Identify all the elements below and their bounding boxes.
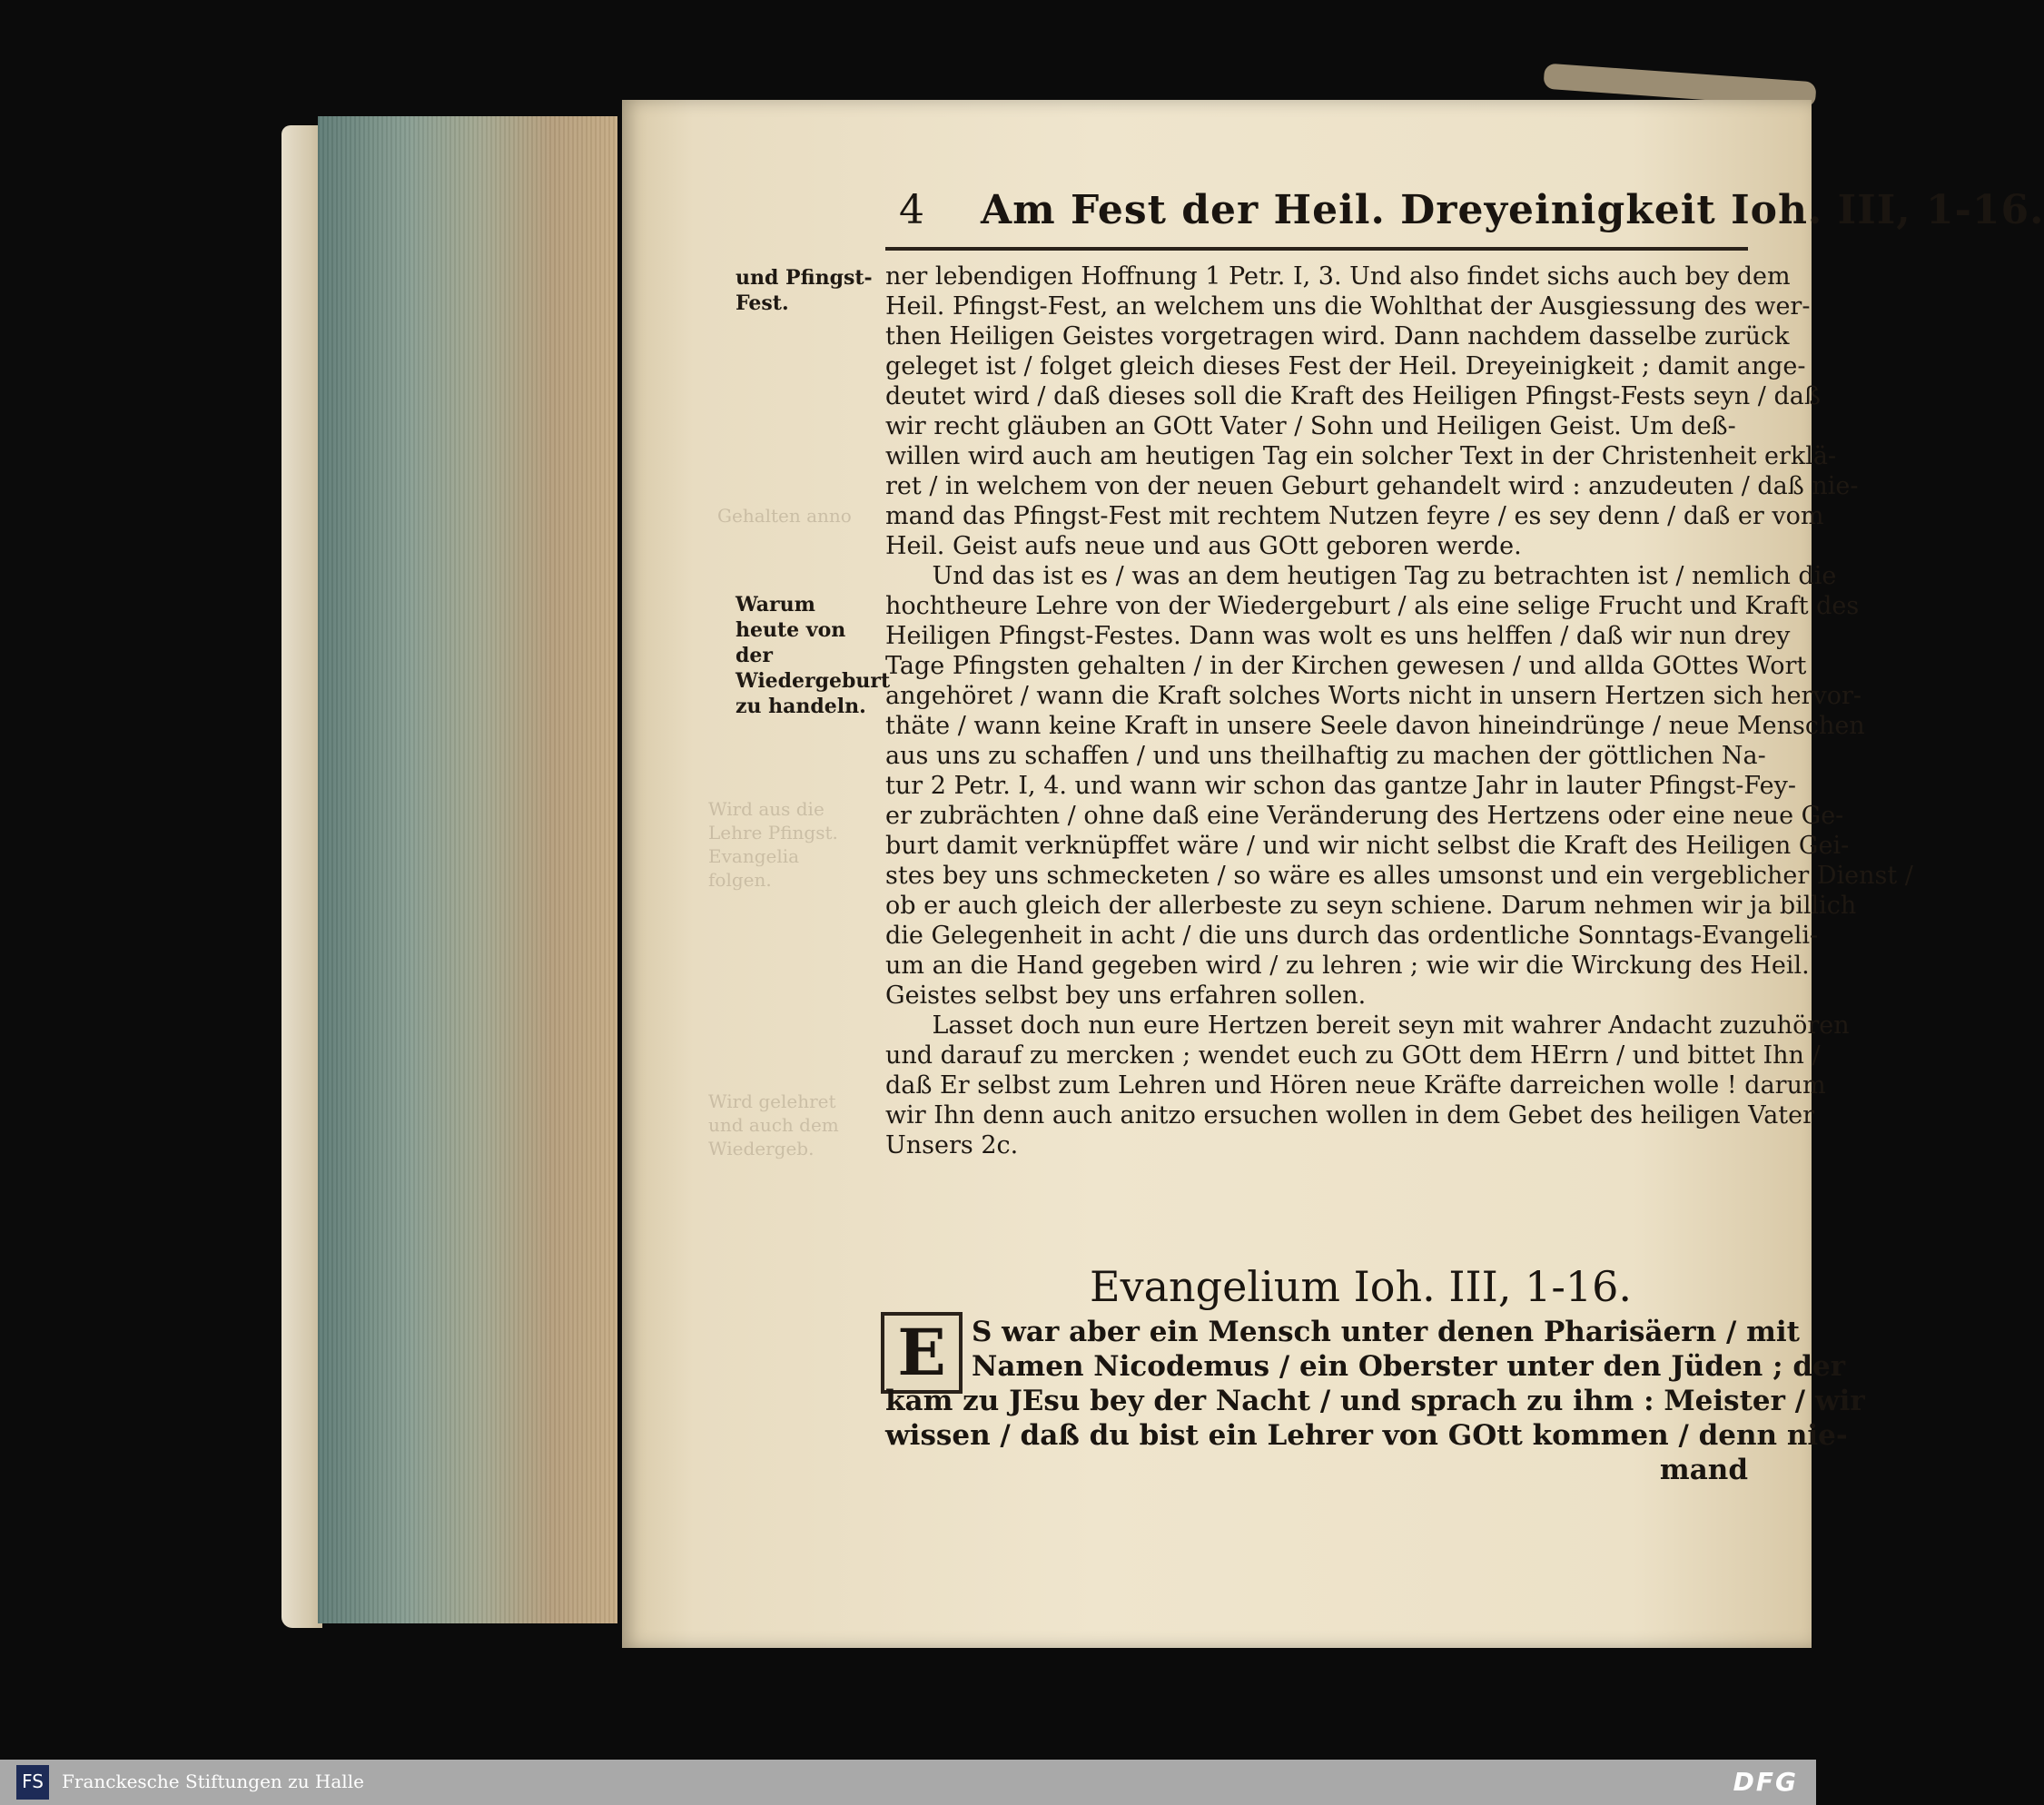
text-line: Tage Pfingsten gehalten / in der Kirchen gewesen / und allda GOttes Wort [885, 652, 1807, 680]
gospel-line: Namen Nicodemus / ein Oberster unter den Jüden ; der [972, 1350, 1846, 1383]
institution-name[interactable]: Franckesche Stiftungen zu Halle [62, 1770, 364, 1792]
text-line: thäte / wann keine Kraft in unsere Seele davon hineindrünge / neue Menschen [885, 712, 1865, 740]
institution-logo-icon[interactable]: FS [16, 1765, 49, 1800]
text-line: burt damit verknüpffet wäre / und wir nicht selbst die Kraft des Heiligen Gei- [885, 832, 1850, 860]
drop-cap-initial: E [881, 1312, 963, 1394]
running-title: Am Fest der Heil. Dreyeinigkeit Ioh. III, 1-16. [981, 187, 2044, 233]
text-line: ret / in welchem von der neuen Geburt gehandelt wird : anzudeuten / daß nie- [885, 472, 1859, 500]
text-line: Geistes selbst bey uns erfahren sollen. [885, 981, 1367, 1010]
text-line: mand das Pfingst-Fest mit rechtem Nutzen feyre / es sey denn / daß er vom [885, 502, 1824, 530]
body-text [885, 261, 1913, 1160]
page-header [899, 187, 2044, 242]
text-line: Heil. Geist aufs neue und aus GOtt geboren werde. [885, 532, 1522, 560]
text-line: die Gelegenheit in acht / die uns durch das ordentliche Sonntags-Evangeli- [885, 922, 1819, 950]
text-line: und darauf zu mercken ; wendet euch zu GOtt dem HErrn / und bittet Ihn / [885, 1041, 1821, 1070]
text-line: er zubrächten / ohne daß eine Veränderung des Hertzens oder eine neue Ge- [885, 802, 1844, 830]
text-line: um an die Hand gegeben wird / zu lehren ; wie wir die Wirckung des Heil. [885, 952, 1810, 980]
text-line: Unsers 2c. [885, 1131, 1019, 1159]
margin-note-wiedergeburt: Warum heute von der Wiedergeburt zu handeln. [736, 593, 891, 718]
gospel-line: kam zu JEsu bey der Nacht / und sprach zu ihm : Meister / wir [885, 1385, 1865, 1417]
text-line: geleget ist / folget gleich dieses Fest der Heil. Dreyeinigkeit ; damit ange- [885, 352, 1806, 380]
text-line: wir Ihn denn auch anitzo ersuchen wollen in dem Gebet des heiligen Vater [885, 1101, 1815, 1129]
text-line: wir recht gläuben an GOtt Vater / Sohn und Heiligen Geist. Um deß- [885, 412, 1736, 440]
text-line: ner lebendigen Hoffnung 1 Petr. I, 3. Und also findet sichs auch bey dem [885, 262, 1791, 291]
gospel-text [885, 1315, 1865, 1487]
dfg-logo[interactable]: DFG [1733, 1767, 1798, 1797]
text-line: then Heiligen Geistes vorgetragen wird. Dann nachdem dasselbe zurück [885, 322, 1790, 350]
text-line: Heiligen Pfingst-Festes. Dann was wolt es uns helffen / daß wir nun drey [885, 622, 1791, 650]
text-line: tur 2 Petr. I, 4. und wann wir schon das gantze Jahr in lauter Pfingst-Fey- [885, 772, 1796, 800]
bleed-through-note-3: Wird gelehret und auch dem Wiedergeb. [708, 1090, 839, 1159]
text-line: deutet wird / daß dieses soll die Kraft des Heiligen Pfingst-Fests seyn / daß [885, 382, 1821, 410]
text-line: aus uns zu schaffen / und uns theilhaftig zu machen der göttlichen Na- [885, 742, 1766, 770]
text-line: Und das ist es / was an dem heutigen Tag zu betrachten ist / nemlich die [885, 562, 1837, 590]
margin-note-pfingst: und Pfingst-Fest. [736, 266, 873, 315]
header-rule [885, 247, 1748, 251]
catchword: mand [1659, 1454, 1748, 1486]
book-fore-edge [318, 116, 617, 1623]
text-line: Lasset doch nun eure Hertzen bereit seyn mit wahrer Andacht zuzuhören [885, 1011, 1850, 1040]
text-line: stes bey uns schmecketen / so wäre es alles umsonst und ein vergeblicher Dienst / [885, 862, 1913, 890]
page-number: 4 [899, 187, 924, 233]
gospel-line: S war aber ein Mensch unter denen Pharisäern / mit [972, 1316, 1800, 1348]
text-line: hochtheure Lehre von der Wiedergeburt / als eine selige Frucht und Kraft des [885, 592, 1860, 620]
gospel-line: wissen / daß du bist ein Lehrer von GOtt kommen / denn nie- [885, 1419, 1848, 1452]
bleed-through-note-1: Gehalten anno [717, 505, 852, 527]
text-line: Heil. Pfingst-Fest, an welchem uns die Wohlthat der Ausgiessung des wer- [885, 292, 1811, 321]
text-line: willen wird auch am heutigen Tag ein solcher Text in der Christenheit erklä- [885, 442, 1837, 470]
text-line: ob er auch gleich der allerbeste zu seyn schiene. Darum nehmen wir ja billich [885, 892, 1857, 920]
text-line: angehöret / wann die Kraft solches Worts nicht in unsern Hertzen sich hervor- [885, 682, 1862, 710]
text-line: daß Er selbst zum Lehren und Hören neue Kräfte darreichen wolle ! darum [885, 1071, 1826, 1100]
bleed-through-note-2: Wird aus die Lehre Pfingst. Evangelia folgen. [708, 798, 838, 891]
gospel-title: Evangelium Ioh. III, 1-16. [1090, 1262, 1633, 1311]
book-cover-edge [281, 125, 322, 1628]
